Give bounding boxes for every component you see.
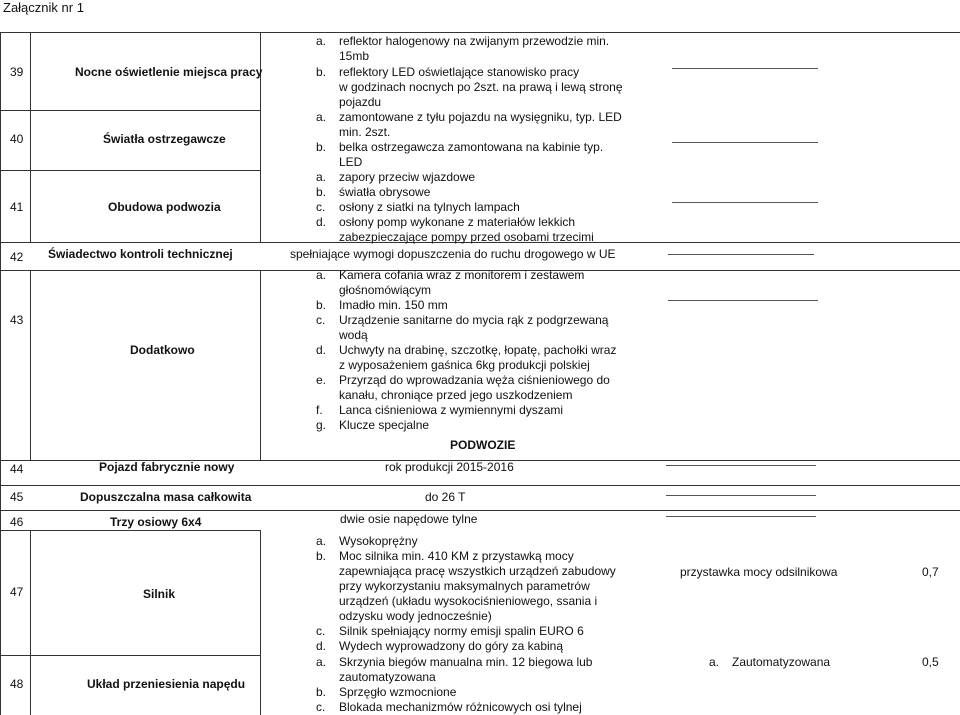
row-number: 44	[10, 462, 24, 476]
table-top-border	[0, 32, 960, 33]
option-marker: a.	[709, 655, 720, 669]
row-name: Silnik	[143, 587, 176, 601]
row-name: Obudowa podwozia	[108, 200, 221, 214]
row-value: spełniające wymogi dopuszczenia do ruchu drogowego w UE	[290, 247, 616, 261]
blank-answer-line[interactable]	[668, 254, 814, 255]
table-left-border	[0, 32, 1, 715]
col-divider	[260, 270, 261, 460]
row-name: Dodatkowo	[130, 343, 195, 357]
row-name: Dopuszczalna masa całkowita	[80, 490, 252, 504]
row-value: do 26 T	[425, 490, 466, 504]
page-title: Załącznik nr 1	[3, 0, 84, 15]
option-score: 0,5	[922, 655, 939, 669]
row-divider	[0, 655, 260, 656]
row-number: 47	[10, 585, 24, 599]
row-divider	[0, 485, 960, 486]
row-name: Układ przeniesienia napędu	[87, 677, 246, 691]
option-label: przystawka mocy odsilnikowa	[680, 565, 838, 579]
option-score: 0,7	[922, 565, 939, 579]
col-divider	[30, 32, 31, 242]
row-number: 48	[10, 677, 24, 691]
blank-answer-line[interactable]	[666, 495, 816, 496]
row-divider	[0, 530, 260, 531]
col-divider	[260, 32, 261, 242]
blank-answer-line[interactable]	[672, 68, 818, 69]
section-title: PODWOZIE	[450, 438, 516, 452]
row-value: rok produkcji 2015-2016	[385, 460, 514, 474]
row-number: 45	[10, 490, 24, 504]
row-number: 42	[10, 250, 24, 264]
blank-answer-line[interactable]	[672, 142, 818, 143]
row-name: Świadectwo kontroli technicznej	[48, 247, 233, 261]
row-number: 39	[10, 65, 24, 79]
col-divider	[260, 530, 261, 715]
row-divider	[0, 170, 260, 171]
row-divider	[0, 510, 960, 511]
row-name: Trzy osiowy 6x4	[110, 515, 202, 529]
blank-answer-line[interactable]	[668, 300, 818, 301]
row-value: dwie osie napędowe tylne	[340, 512, 478, 526]
col-divider	[30, 270, 31, 460]
row-divider	[0, 110, 260, 111]
row-number: 40	[10, 132, 24, 146]
col-divider	[30, 530, 31, 715]
row-name: Światła ostrzegawcze	[103, 132, 226, 146]
row-number: 41	[10, 200, 24, 214]
blank-answer-line[interactable]	[666, 516, 816, 517]
option-label: Zautomatyzowana	[732, 655, 831, 669]
row-name: Nocne oświetlenie miejsca pracy	[75, 65, 263, 79]
blank-answer-line[interactable]	[672, 202, 818, 203]
blank-answer-line[interactable]	[666, 465, 816, 466]
row-name: Pojazd fabrycznie nowy	[99, 460, 235, 474]
row-number: 46	[10, 515, 24, 529]
row-number: 43	[10, 313, 24, 327]
